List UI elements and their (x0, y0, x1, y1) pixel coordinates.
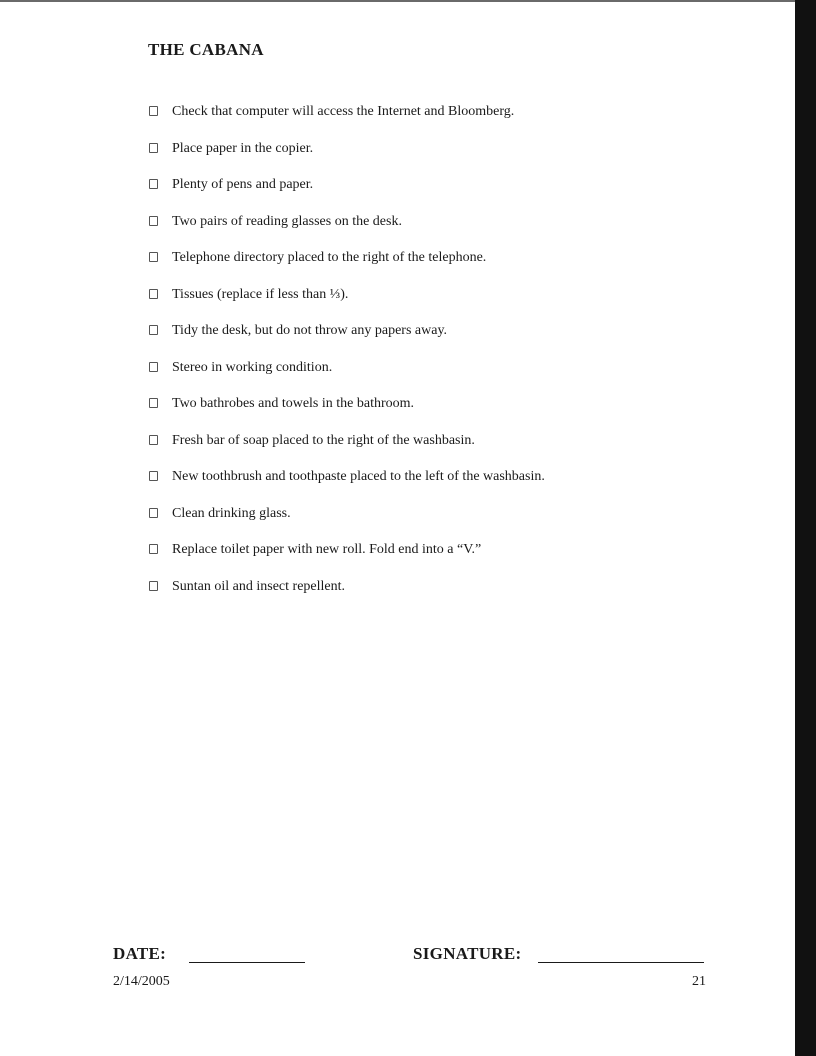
checklist (148, 103, 545, 614)
checklist-item (148, 213, 545, 250)
checklist-item-text: Telephone directory placed to the right of the telephone. (172, 250, 487, 265)
scan-edge-shadow (795, 0, 816, 1056)
date-blank-line[interactable] (189, 962, 305, 963)
checklist-item-text: New toothbrush and toothpaste placed to the left of the washbasin. (172, 469, 545, 484)
checklist-item-text: Suntan oil and insect repellent. (172, 578, 346, 594)
checklist-item (148, 249, 545, 286)
checklist-item (148, 286, 545, 323)
checklist-item-text: Fresh bar of soap placed to the right of the washbasin. (172, 432, 475, 448)
date-label: DATE: (113, 944, 167, 963)
checkbox-icon[interactable] (149, 143, 158, 153)
checklist-item (148, 322, 545, 359)
checklist-item (148, 176, 545, 213)
checklist-item-text: Tissues (replace if less than ⅓). (172, 286, 349, 302)
checkbox-icon[interactable] (149, 435, 158, 445)
checkbox-icon[interactable] (149, 508, 158, 518)
checkbox-icon[interactable] (149, 252, 158, 262)
checklist-item-text: Clean drinking glass. (172, 505, 291, 521)
checkbox-icon[interactable] (149, 398, 158, 408)
footer-date: 2/14/2005 (113, 974, 170, 989)
checklist-item (148, 395, 545, 432)
checkbox-icon[interactable] (149, 289, 158, 299)
checkbox-icon[interactable] (149, 106, 158, 116)
checklist-item-text: Stereo in working condition. (172, 359, 333, 375)
checklist-item-text: Plenty of pens and paper. (172, 177, 314, 192)
checklist-item-text: Two pairs of reading glasses on the desk. (172, 213, 402, 229)
checklist-item-text: Tidy the desk, but do not throw any papers away. (172, 323, 448, 338)
checkbox-icon[interactable] (149, 544, 158, 554)
page-top-edge (0, 0, 795, 2)
checklist-item (148, 140, 545, 177)
page-title: THE CABANA (148, 40, 264, 59)
checkbox-icon[interactable] (149, 216, 158, 226)
signature-label: SIGNATURE: (413, 944, 522, 963)
checkbox-icon[interactable] (149, 325, 158, 335)
checklist-item (148, 541, 545, 578)
checklist-item (148, 505, 545, 542)
checkbox-icon[interactable] (149, 471, 158, 481)
checklist-item (148, 432, 545, 469)
page-number: 21 (692, 974, 706, 989)
checklist-item-text: Place paper in the copier. (172, 140, 314, 156)
checklist-item (148, 578, 545, 615)
checkbox-icon[interactable] (149, 179, 158, 189)
checklist-item (148, 468, 545, 505)
checkbox-icon[interactable] (149, 362, 158, 372)
checklist-item-text: Check that computer will access the Internet and Bloomberg. (172, 104, 515, 119)
checklist-item (148, 103, 545, 140)
signature-blank-line[interactable] (538, 962, 704, 963)
checklist-item-text: Two bathrobes and towels in the bathroom. (172, 396, 415, 411)
checklist-item-text: Replace toilet paper with new roll. Fold end into a “V.” (172, 542, 482, 557)
checkbox-icon[interactable] (149, 581, 158, 591)
checklist-item (148, 359, 545, 396)
